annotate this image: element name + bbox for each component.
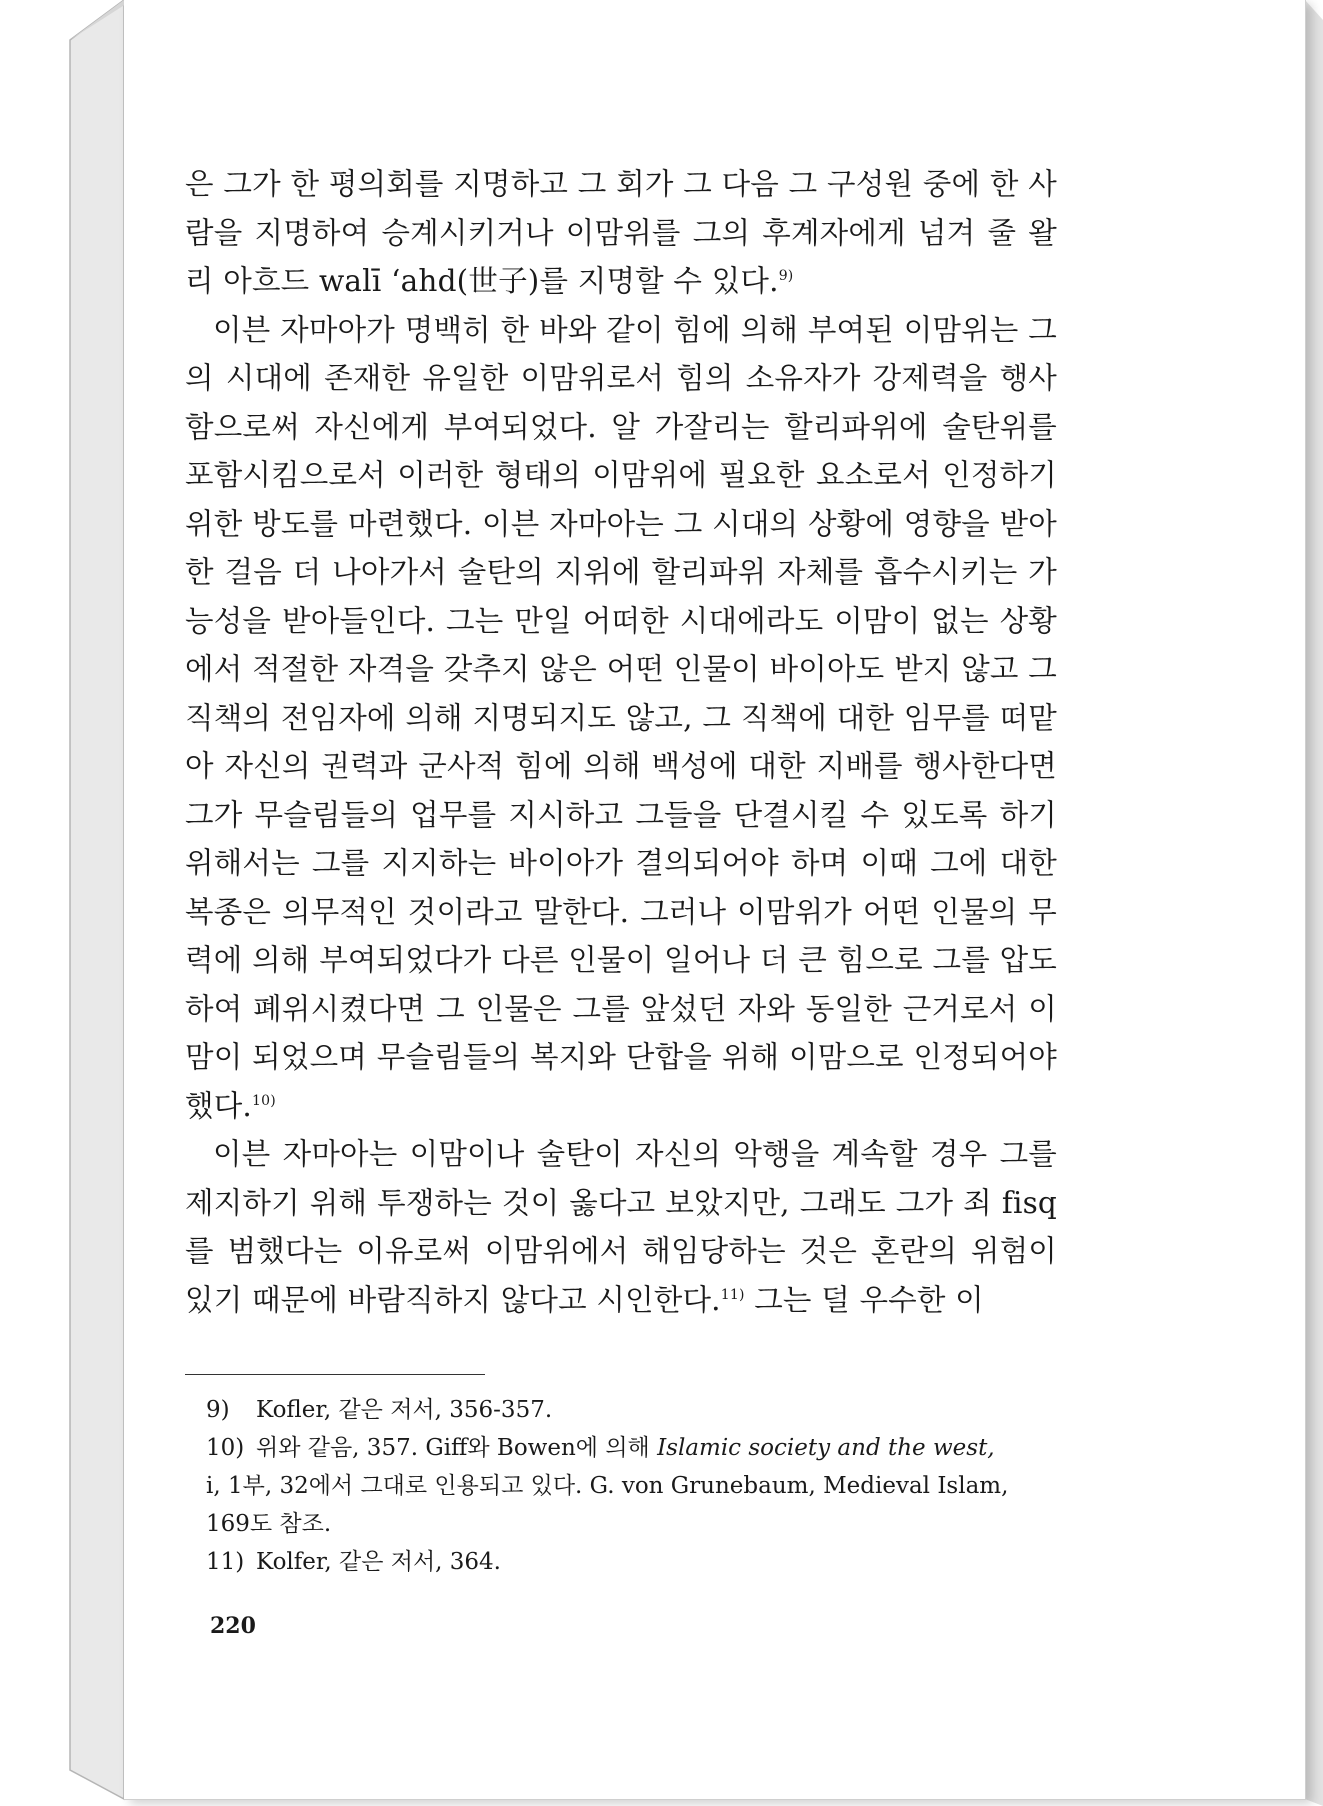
footnotes (206, 1391, 1057, 1581)
paragraph-3 (185, 1130, 1057, 1324)
footnote-divider (185, 1374, 485, 1375)
paragraph-2-text: 이븐 자마아가 명백히 한 바와 같이 힘에 의해 부여된 이맘위는 그의 시대에 존재한 유일한 이맘위로서 힘의 소유자가 강제력을 행사함으로써 자신에게 부여되었다. 알 가잘리는 할리파위에 술탄위를 포함시킴으로서 이러한 형태의 이맘위에 필요한 요소로서 인정하기 위한 방도를 마련했다. 이븐 자마아는 그 시대의 상황에 영향을 받아 한 걸음 더 나아가서 술탄의 지위에 할리파위 자체를 흡수시키는 가능성을 받아들인다. 그는 만일 어떠한 시대에라도 이맘이 없는 상황에서 적절한 자격을 갖추지 않은 어떤 인물이 바이아도 받지 않고 그 직책의 전임자에 의해 지명되지도 않고, 그 직책에 대한 임무를 떠맡아 자신의 권력과 군사적 힘에 의해 백성에 대한 지배를 행사한다면 그가 무슬림들의 업무를 지시하고 그들을 단결시킬 수 있도록 하기 위해서는 그를 지지하는 바이아가 결의되어야 하며 이때 그에 대한 복종은 의무적인 것이라고 말한다. 그러나 이맘위가 어떤 인물의 무력에 의해 부여되었다가 다른 인물이 일어나 더 큰 힘으로 그를 압도하여 폐위시켰다면 그 인물은 그를 앞섰던 자와 동일한 근거로서 이맘이 되었으며 무슬림들의 복지와 단합을 위해 이맘으로 인정되어야 했다. (185, 312, 1057, 1123)
paragraph-1-text: 은 그가 한 평의회를 지명하고 그 회가 그 다음 그 구성원 중에 한 사람을 지명하여 승계시키거나 이맘위를 그의 후계자에게 넘겨 줄 왈리 아흐드 walī ‘ahd(世子)를 지명할 수 있다. (185, 167, 1057, 298)
footnote-11 (206, 1543, 1057, 1581)
footnote-text: Kolfer, 같은 저서, 364. (256, 1549, 501, 1575)
footnote-10-continuation (206, 1467, 1057, 1543)
footnote-ref-9[interactable]: 9) (778, 268, 794, 285)
footnote-ref-11[interactable]: 11) (720, 1286, 745, 1303)
footnote-number: 11) (206, 1549, 245, 1575)
footnote-10 (206, 1429, 1057, 1467)
page-number: 220 (210, 1613, 256, 1639)
paragraph-2 (185, 306, 1057, 1131)
paragraph-3-text: 이븐 자마아는 이맘이나 술탄이 자신의 악행을 계속할 경우 그를 제지하기 위해 투쟁하는 것이 옳다고 보았지만, 그래도 그가 죄 fisq를 범했다는 이유로써 이맘위에서 해임당하는 것은 혼란의 위험이 있기 때문에 바람직하지 않다고 시인한다. (185, 1137, 1057, 1317)
footnote-9 (206, 1391, 1057, 1429)
book-title: Islamic society and the west, (657, 1435, 995, 1461)
footnote-text: Kofler, 같은 저서, 356-357. (256, 1397, 553, 1423)
footnote-text: i, 1부, 32에서 그대로 인용되고 있다. G. von Grunebaum, Medieval Islam, 169도 참조. (206, 1473, 1009, 1537)
page-body (185, 160, 1057, 1324)
footnote-number: 9) (206, 1397, 230, 1423)
paragraph-3-continuation: 그는 덜 우수한 이 (744, 1282, 984, 1317)
paragraph-1 (185, 160, 1057, 306)
footnote-number: 10) (206, 1435, 245, 1461)
footnote-text: 위와 같음, 357. Giff와 Bowen에 의해 (256, 1435, 658, 1461)
footnote-ref-10[interactable]: 10) (251, 1092, 276, 1109)
